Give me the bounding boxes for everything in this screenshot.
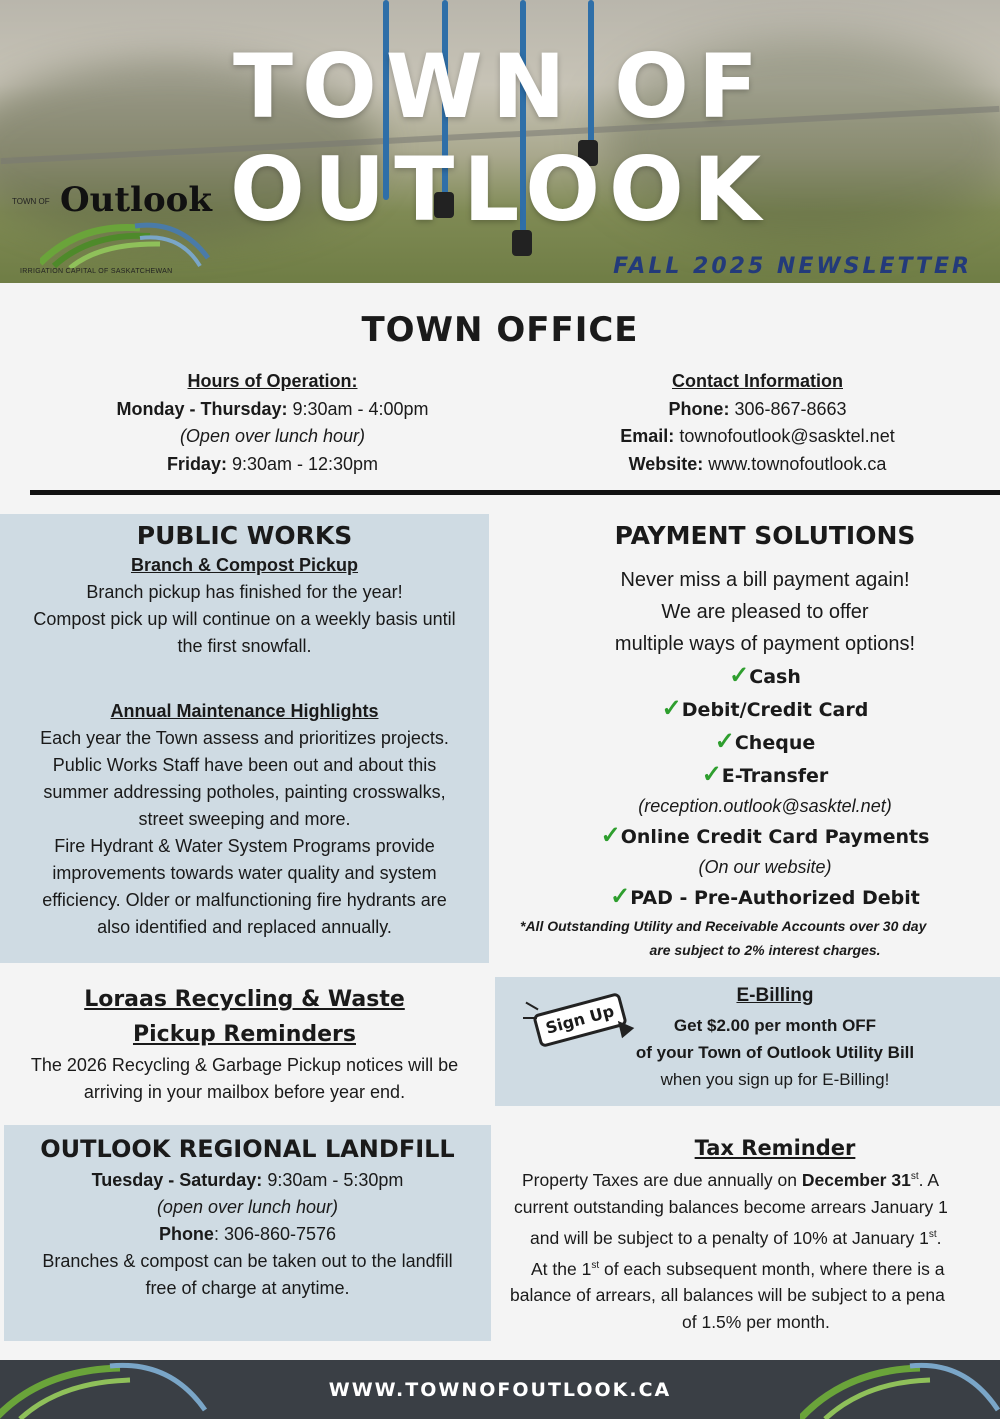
ebilling-text: when you sign up for E-Billing! [660,1070,890,1089]
friday-hours-value: 9:30am - 12:30pm [226,453,379,474]
weekday-hours [30,396,515,424]
landfill-box [4,1125,491,1341]
maintenance-text: Fire Hydrant & Water System Programs provide [54,836,435,856]
logo-small-text: TOWN OF [12,197,50,206]
phone-label: Phone: [668,398,730,419]
payment-section [500,514,1000,964]
payment-option: ✓Online Credit Card Payments [600,822,930,849]
public-works-title: PUBLIC WORKS [136,521,353,550]
tax-text: current outstanding balances become arrears January 1 [514,1196,948,1217]
loraas-section [0,982,489,1106]
landfill-phone: Phone: 306-860-7576 [158,1224,337,1244]
logo-tagline: IRRIGATION CAPITAL OF SASKATCHEWAN [20,268,173,275]
tax-title: Tax Reminder [694,1136,856,1160]
town-office-title: TOWN OFFICE [361,310,639,350]
website-link[interactable]: www.townofoutlook.ca [703,453,887,474]
email-link[interactable]: townofoutlook@sasktel.net [674,426,895,446]
landfill-text: Branches & compost can be taken out to the landfill [42,1251,453,1271]
section-divider [30,490,1000,495]
maintenance-text: summer addressing potholes, painting crosswalks, [43,782,446,802]
weekday-hours-value: 9:30am - 4:00pm [287,398,429,419]
friday-label: Friday: [166,453,227,474]
checkmark-icon: ✓ [701,761,722,788]
email-line [515,423,1000,451]
sign-up-badge[interactable]: Sign Up [532,992,628,1048]
payment-title: PAYMENT SOLUTIONS [614,521,916,550]
loraas-title: Loraas Recycling & Waste [84,987,405,1012]
lunch-note: (Open over lunch hour) [179,426,366,446]
branch-text: Branch pickup has finished for the year! [86,582,403,602]
checkmark-icon: ✓ [600,822,621,849]
maintenance-heading: Annual Maintenance Highlights [110,701,379,721]
payment-footnote: are subject to 2% interest charges. [649,942,881,958]
branch-text: the first snowfall. [177,636,312,656]
maintenance-text: improvements towards water quality and system [52,863,437,883]
tax-text: At the 1st of each subsequent month, where there is a [531,1258,945,1279]
checkmark-icon: ✓ [661,695,682,722]
payment-option: ✓PAD - Pre-Authorized Debit [610,883,920,910]
website-line [515,451,1000,479]
contact-section [515,368,1000,478]
tax-text: balance of arrears, all balances will be subject to a pena [510,1285,945,1306]
page-title: TOWN OF OUTLOOK [229,35,771,241]
tax-text: and will be subject to a penalty of 10% at January 1st. [530,1227,942,1248]
loraas-text: arriving in your mailbox before year end. [83,1082,406,1102]
payment-intro: multiple ways of payment options! [614,633,916,655]
payment-option: ✓E-Transfer [701,761,829,788]
loraas-title: Pickup Reminders [132,1022,356,1047]
maintenance-text: Public Works Staff have been out and about this [52,755,437,775]
town-logo [12,180,227,280]
payment-footnote: *All Outstanding Utility and Receivable Accounts over 30 day [520,918,927,934]
spark-line [523,1017,537,1019]
loraas-text: The 2026 Recycling & Garbage Pickup notices will be [30,1055,459,1075]
field-rows-icon [800,1360,1000,1419]
maintenance-text: Each year the Town assess and prioritizes projects. [40,728,449,748]
online-note: (On our website) [698,857,832,877]
landfill-hours: Tuesday - Saturday: 9:30am - 5:30pm [91,1170,404,1190]
contact-heading: Contact Information [672,371,843,391]
payment-option: ✓Debit/Credit Card [661,695,869,722]
phone-line [515,396,1000,424]
website-label: Website: [628,453,704,474]
maintenance-text: street sweeping and more. [138,809,351,829]
tax-text: Property Taxes are due annually on December 31st. A [522,1169,940,1190]
branch-text: Compost pick up will continue on a weekly basis until [33,609,456,629]
payment-intro: We are pleased to offer [661,601,869,623]
payment-intro: Never miss a bill payment again! [620,569,910,591]
payment-option: ✓Cheque [714,728,816,755]
ebilling-title: E-Billing [736,985,814,1006]
public-works-box [0,514,489,963]
checkmark-icon: ✓ [729,662,750,689]
tax-text: of 1.5% per month. [682,1312,830,1333]
edition-label: FALL 2025 NEWSLETTER [613,254,972,279]
tax-section [500,1133,1000,1333]
hours-heading: Hours of Operation: [187,371,358,391]
ebilling-text: of your Town of Outlook Utility Bill [635,1043,915,1062]
weekday-label: Monday - Thursday: [116,398,288,419]
landfill-text: free of charge at anytime. [145,1278,350,1298]
footer-bar [0,1360,1000,1419]
checkmark-icon: ✓ [610,883,631,910]
maintenance-text: also identified and replaced annually. [97,917,392,937]
maintenance-text: efficiency. Older or malfunctioning fire hydrants are [42,890,447,910]
etransfer-email: (reception.outlook@sasktel.net) [638,796,892,816]
field-rows-icon [40,218,210,268]
footer-website-link[interactable]: WWW.TOWNOFOUTLOOK.CA [328,1379,672,1401]
branch-heading: Branch & Compost Pickup [130,555,359,575]
checkmark-icon: ✓ [714,728,735,755]
landfill-title: OUTLOOK REGIONAL LANDFILL [40,1135,455,1163]
payment-option: ✓Cash [729,662,801,689]
hours-section [30,368,515,478]
logo-name: Outlook [60,180,212,220]
email-label: Email: [620,426,675,446]
header-banner [0,0,1000,283]
landfill-lunch-note: (open over lunch hour) [156,1197,339,1217]
friday-hours [30,451,515,479]
ebilling-offer: Get $2.00 per month OFF [673,1016,877,1035]
ebilling-box [495,977,1000,1106]
phone-value: 306-867-8663 [729,398,847,419]
